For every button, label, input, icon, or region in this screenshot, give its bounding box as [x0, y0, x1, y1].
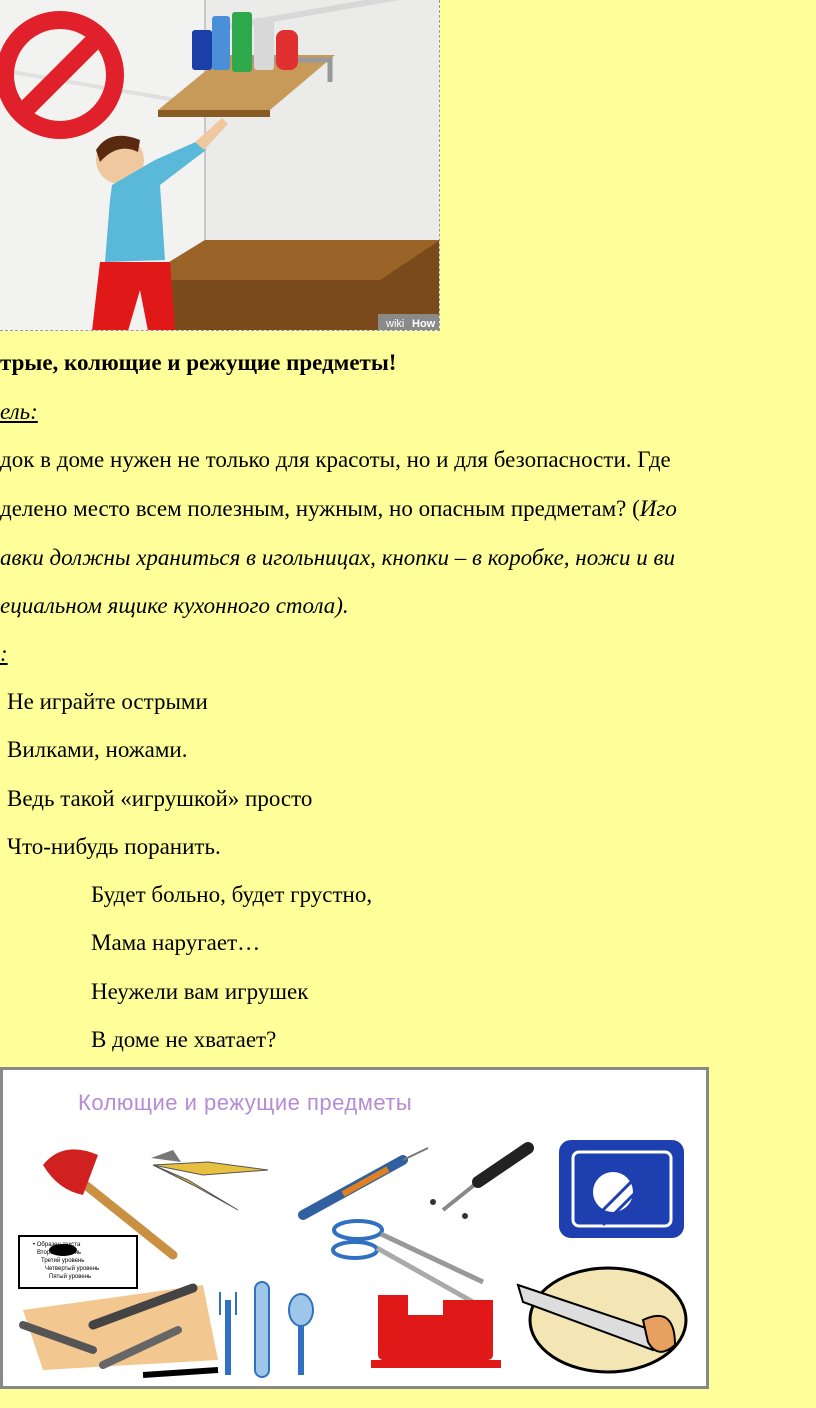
saw-icon: [518, 1268, 686, 1372]
sewing-machine-icon: [371, 1295, 501, 1368]
razor-blade-icon: [19, 1236, 137, 1288]
knitting-icon: [559, 1140, 684, 1238]
paragraph-line-3: авки должны храниться в игольницах, кнопки – в коробке, ножи и ви: [0, 545, 676, 570]
screwdriver-icon: [430, 1148, 528, 1219]
scissors-icon: [333, 1221, 483, 1302]
paragraph-line-2-text: делено место всем полезным, нужным, но опасным предметам? (: [0, 496, 640, 521]
heading: трые, колющие и режущие предметы!: [0, 350, 397, 375]
poem-line: Мама наругает…: [91, 930, 261, 955]
razor-text-line: Четвертый уровень: [45, 1266, 100, 1272]
paragraph-line-2: [0, 495, 677, 523]
child-shelf-illustration: [0, 0, 440, 331]
paragraph-line-2-italic: Иго: [639, 496, 677, 521]
pruner-icon: [151, 1150, 268, 1210]
tools-icon: [23, 1285, 218, 1375]
poem-line: Вилками, ножами.: [7, 737, 188, 762]
razor-text-line: Третий уровень: [41, 1258, 85, 1264]
cutlery-icon: [220, 1282, 313, 1377]
watermark-how: How: [412, 318, 436, 330]
poem-line: В доме не хватает?: [91, 1027, 277, 1052]
razor-text-line: Пятый уровень: [49, 1274, 92, 1280]
paragraph-line-1: док в доме нужен не только для красоты, но и для безопасности. Где: [0, 447, 671, 472]
poem-line: Ведь такой «игрушкой» просто: [7, 786, 313, 811]
child-reaching-shelf-image: [0, 0, 440, 331]
sharp-objects-illustration: [0, 1067, 709, 1389]
poem-line: Неужели вам игрушек: [91, 979, 309, 1004]
illustration-title: Колющие и режущие предметы: [78, 1090, 413, 1115]
speaker-label-1: ель:: [0, 399, 38, 424]
sharp-objects-clipart: [3, 1070, 706, 1386]
syringe-icon: [303, 1148, 428, 1215]
poem-line: Не играйте острыми: [7, 689, 208, 714]
razor-text-line: Второй уровень: [37, 1250, 82, 1256]
poem-line: Что-нибудь поранить.: [7, 834, 221, 859]
watermark-wiki: wiki: [386, 318, 405, 330]
paragraph-line-4: ециальном ящике кухонного стола).: [0, 593, 349, 618]
poem-line: Будет больно, будет грустно,: [91, 882, 373, 907]
razor-text-line: • Образец текста: [33, 1242, 81, 1248]
speaker-label-2: :: [0, 641, 8, 666]
